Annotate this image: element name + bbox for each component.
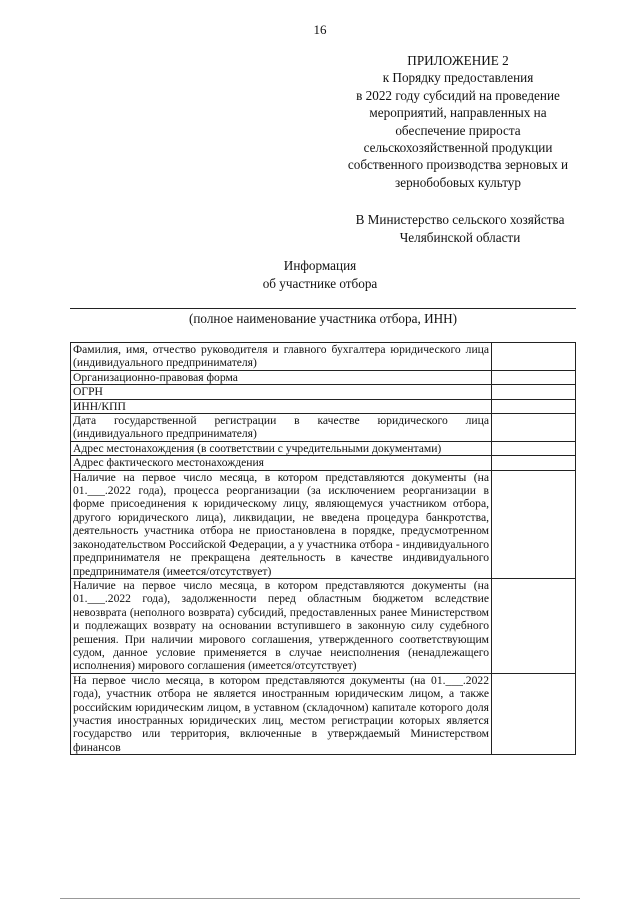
row-value-cell[interactable] (492, 370, 576, 384)
row-value-cell[interactable] (492, 414, 576, 442)
row-value-cell[interactable] (492, 385, 576, 399)
form-title (0, 257, 640, 292)
row-value-cell[interactable] (492, 470, 576, 578)
row-value-cell[interactable] (492, 673, 576, 754)
table-row (71, 470, 576, 578)
appendix-line: собственного производства зерновых и (347, 157, 569, 173)
row-value-cell[interactable] (492, 441, 576, 455)
table-row (71, 343, 576, 371)
table-row (71, 385, 576, 399)
addressee-line: Челябинской области (399, 229, 521, 245)
table-row (71, 441, 576, 455)
form-title-line: Информация (283, 258, 357, 273)
appendix-header (330, 52, 586, 191)
addressee-block (322, 211, 598, 246)
row-label: Наличие на первое число месяца, в котором представляются документы (на 01.___.2022 года), задолженности перед областным бюджетом вследствие невозврата (неполного возврата) субсидий, предоставленных ранее Министерством и подлежащих возврату на основании вступившего в законную силу судебного решения. При наличии мирового соглашения, утвержденного соответствующим судом, данное условие применяется в случае неисполнения (ненадлежащего исполнения) мирового соглашения (имеется/отсутствует) (71, 578, 492, 673)
appendix-line: зернобобовых культур (395, 174, 521, 190)
table-row (71, 673, 576, 754)
row-label: На первое число месяца, в котором представляются документы (на 01.___.2022 года), участник отбора не является иностранным юридическим лицом, а также российским юридическим лицом, в уставном (складочном) капитале которого доля участия иностранных юридических лиц, местом регистрации которых является государство или территория, включенные в утверждаемый Министерством финансов (71, 673, 492, 754)
row-label: Адрес фактического местонахождения (71, 456, 492, 470)
table-row (71, 399, 576, 413)
row-label: Организационно-правовая форма (71, 370, 492, 384)
table-row (71, 414, 576, 442)
appendix-line: к Порядку предоставления (382, 70, 534, 86)
row-label: Дата государственной регистрации в качестве юридического лица (индивидуального предпринимателя) (71, 414, 492, 442)
page-bottom-rule (60, 898, 580, 899)
row-label: Адрес местонахождения (в соответствии с учредительными документами) (71, 441, 492, 455)
row-value-cell[interactable] (492, 456, 576, 470)
appendix-line: ПРИЛОЖЕНИЕ 2 (407, 53, 509, 68)
table-row (71, 370, 576, 384)
page-number: 16 (313, 22, 327, 37)
row-label: Фамилия, имя, отчество руководителя и главного бухгалтера юридического лица (индивидуального предпринимателя) (71, 343, 492, 371)
row-label: ИНН/КПП (71, 399, 492, 413)
row-value-cell[interactable] (492, 578, 576, 673)
table-row (71, 578, 576, 673)
row-value-cell[interactable] (492, 399, 576, 413)
appendix-line: сельскохозяйственной продукции (363, 140, 553, 156)
table-row (71, 456, 576, 470)
form-subtitle-line: об участнике отбора (262, 275, 378, 291)
row-value-cell[interactable] (492, 343, 576, 371)
appendix-line: обеспечение прироста (395, 122, 521, 138)
participant-name-field[interactable] (70, 308, 576, 309)
participant-name-caption: (полное наименование участника отбора, ИНН) (188, 311, 458, 326)
row-label: ОГРН (71, 385, 492, 399)
participant-info-table (70, 342, 576, 755)
addressee-line: В Министерство сельского хозяйства (355, 212, 565, 227)
appendix-line: мероприятий, направленных на (369, 105, 547, 121)
row-label: Наличие на первое число месяца, в котором представляются документы (на 01.___.2022 года), процесса реорганизации (за исключением реорганизации в форме присоединения к юридическому лицу, являющемуся участником отбора, другого юридического лица), ликвидации, не введена процедура банкротства, деятельность участника отбора не приостановлена в порядке, предусмотренном законодательством Российской Федерации, а у участника отбора - индивидуального предпринимателя не прекращена деятельность в качестве индивидуального предпринимателя (имеется/отсутствует) (71, 470, 492, 578)
appendix-line: в 2022 году субсидий на проведение (356, 87, 560, 103)
